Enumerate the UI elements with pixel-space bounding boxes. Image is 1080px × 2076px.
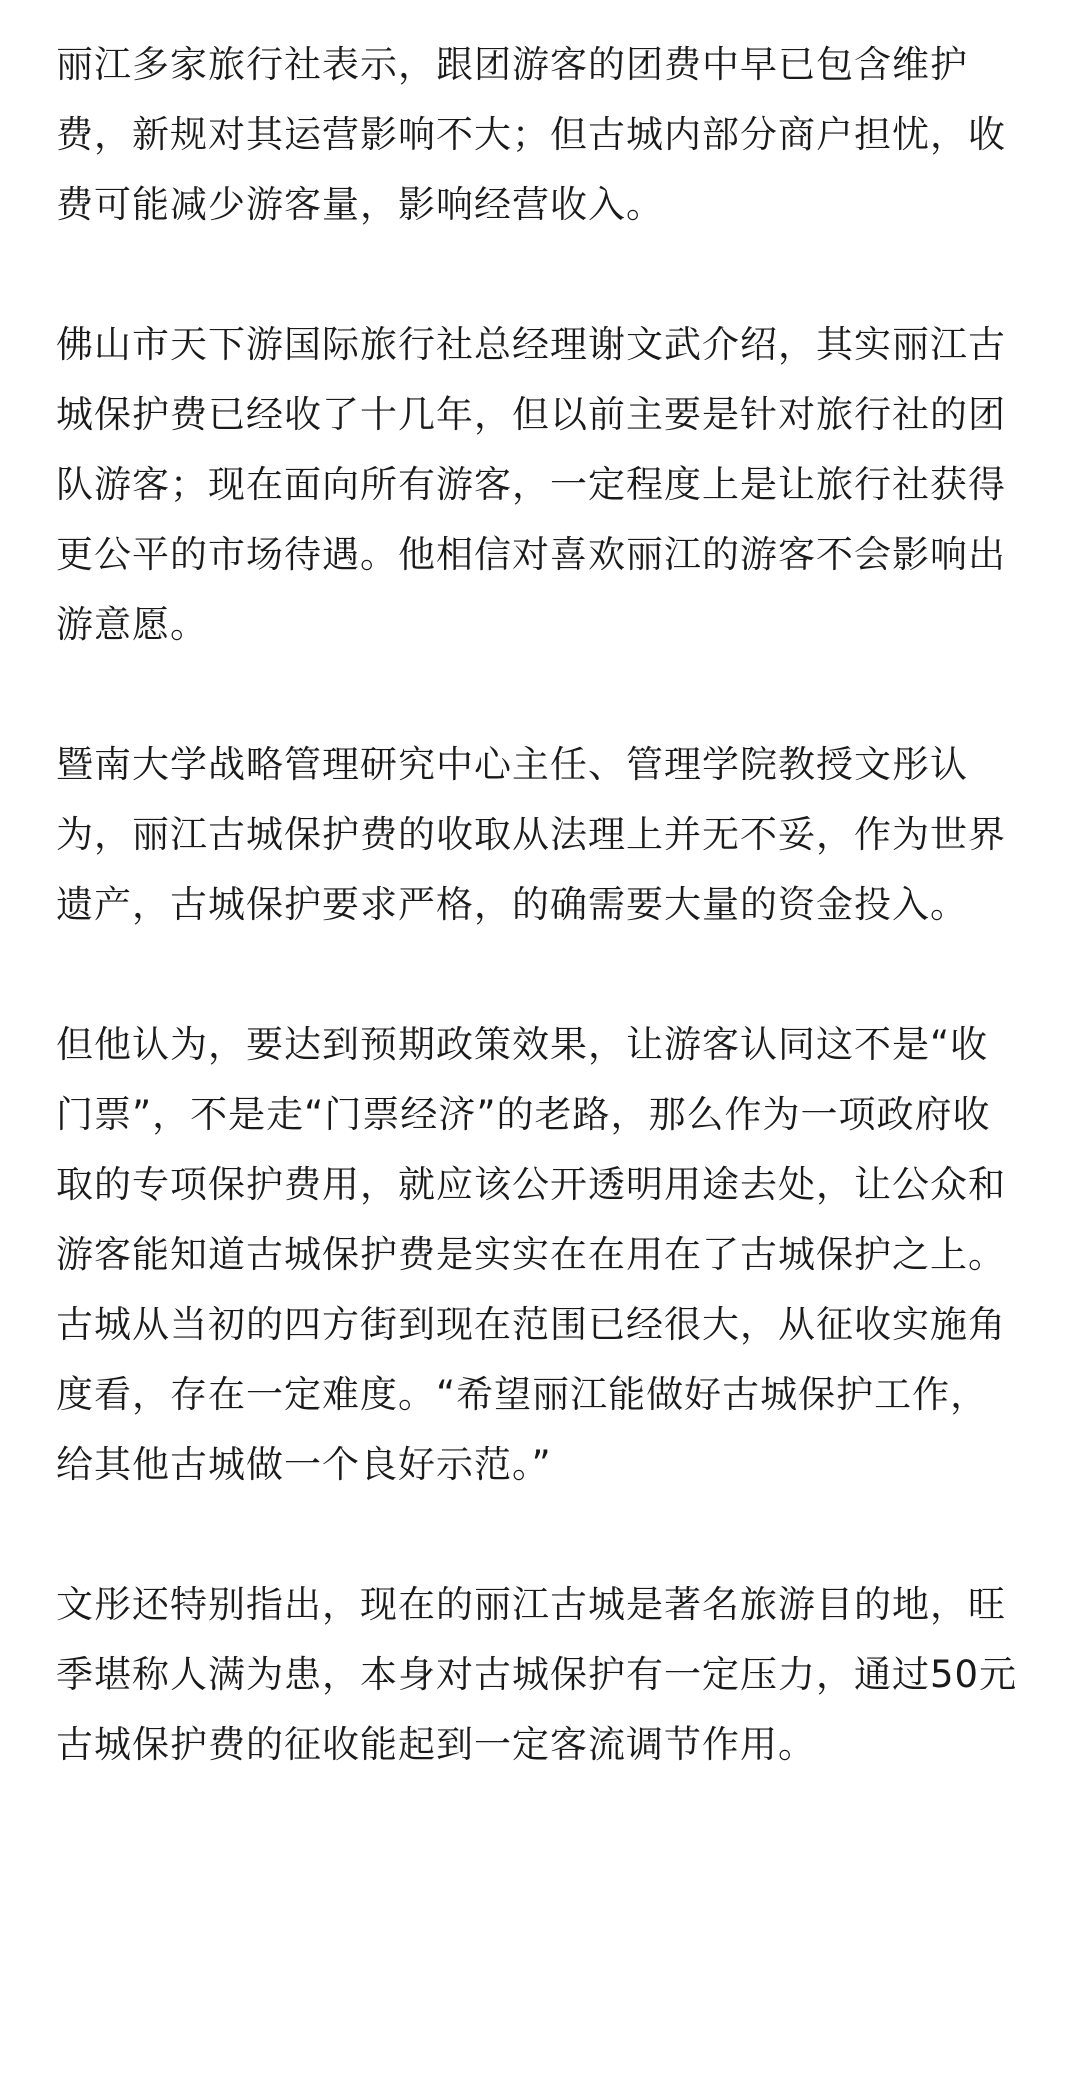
paragraph-travel-agencies: 丽江多家旅行社表示，跟团游客的团费中早已包含维护费，新规对其运营影响不大；但古城内部分商户担忧，收费可能减少游客量，影响经营收入。	[56, 43, 1006, 226]
paragraph-wen-tong-opinion: 暨南大学战略管理研究中心主任、管理学院教授文彤认为，丽江古城保护费的收取从法理上并无不妥，作为世界遗产，古城保护要求严格，的确需要大量的资金投入。	[56, 743, 1006, 926]
article-body	[56, 30, 1024, 1780]
paragraph-xie-wenwu: 佛山市天下游国际旅行社总经理谢文武介绍，其实丽江古城保护费已经收了十几年，但以前主要是针对旅行社的团队游客；现在面向所有游客，一定程度上是让旅行社获得更公平的市场待遇。他相信对喜欢丽江的游客不会影响出游意愿。	[56, 323, 1006, 646]
paragraph-visitor-flow: 文彤还特别指出，现在的丽江古城是著名旅游目的地，旺季堪称人满为患，本身对古城保护有一定压力，通过50元古城保护费的征收能起到一定客流调节作用。	[56, 1583, 1018, 1766]
paragraph-transparency: 但他认为，要达到预期政策效果，让游客认同这不是“收门票”，不是走“门票经济”的老路，那么作为一项政府收取的专项保护费用，就应该公开透明用途去处，让公众和游客能知道古城保护费是实实在在用在了古城保护之上。古城从当初的四方街到现在范围已经很大，从征收实施角度看，存在一定难度。“希望丽江能做好古城保护工作，给其他古城做一个良好示范。”	[56, 1023, 1006, 1486]
